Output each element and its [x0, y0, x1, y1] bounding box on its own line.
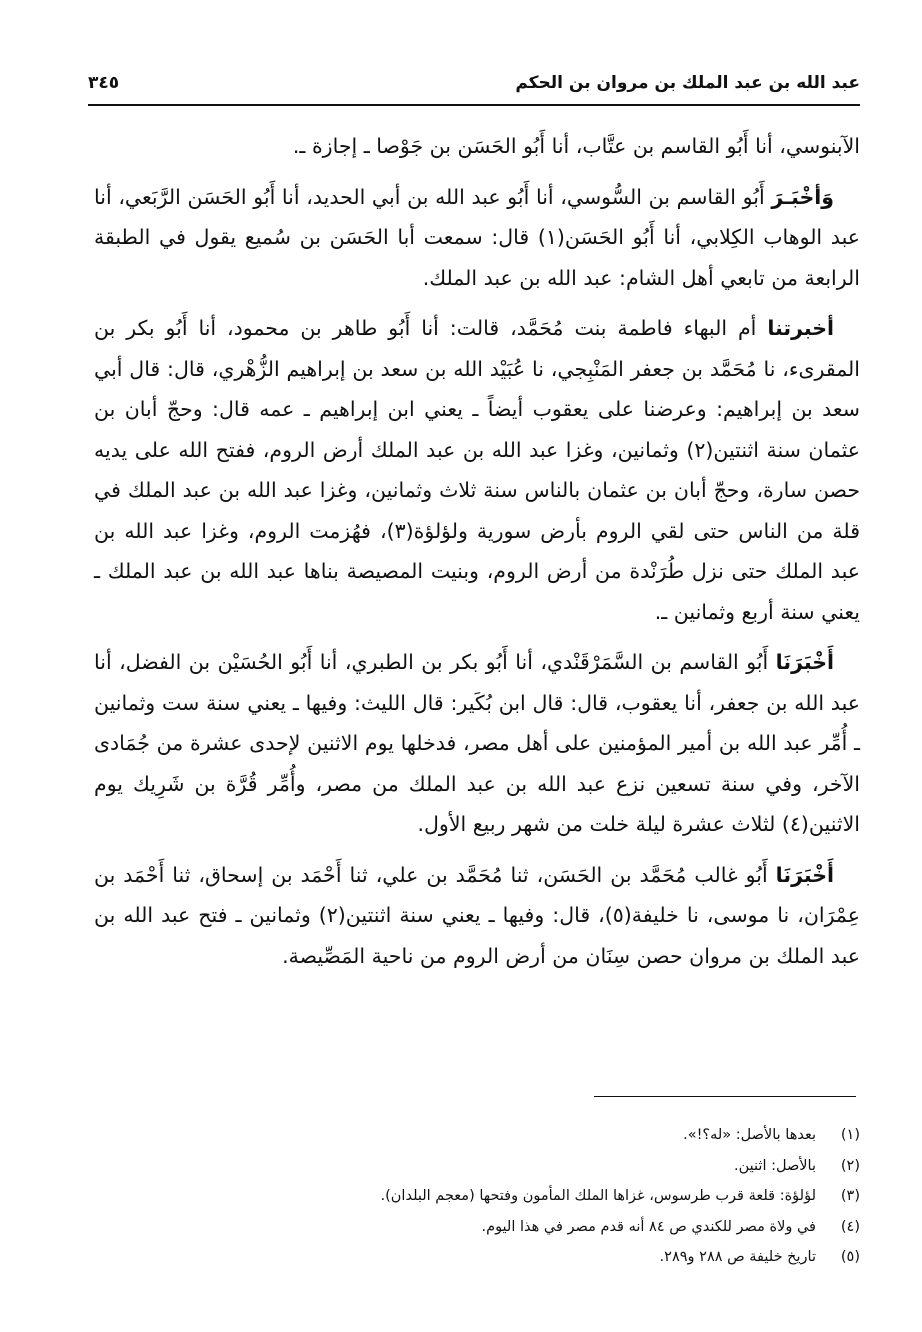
- footnote-text: بالأصل: اثنين.: [734, 1157, 816, 1174]
- footnote-number: (١): [840, 1127, 860, 1143]
- footnote-separator: [594, 1096, 856, 1097]
- footnote-number: (٢): [840, 1157, 860, 1174]
- paragraph-3: [94, 308, 860, 632]
- paragraph-1: [94, 126, 860, 167]
- paragraph-lead: أَخْبَرَنَا: [775, 862, 834, 887]
- footnote-5: [200, 1242, 860, 1273]
- main-text: [94, 126, 860, 986]
- paragraph-5: [94, 855, 860, 977]
- paragraph-text: أَبُو غالب مُحَمَّد بن الحَسَن، ثنا مُحَمَّد بن علي، ثنا أَحْمَد بن إسحاق، ثنا أَحْمَد بن عِمْرَان، نا موسى، نا خليفة(٥)، قال: وفيها ـ يعني سنة اثنتين(٢) وثمانين ـ فتح عبد الله بن عبد الملك بن مروان حصن سِنَان من أرض الروم من ناحية المَصِّيصة.: [94, 862, 861, 968]
- footnotes: [200, 1120, 860, 1273]
- footnote-text: بعدها بالأصل: «له؟!».: [683, 1127, 816, 1143]
- footnote-text: في ولاة مصر للكندي ص ٨٤ أنه قدم مصر في هذا اليوم.: [481, 1218, 816, 1235]
- footnote-1: [200, 1120, 860, 1151]
- paragraph-4: [94, 642, 860, 845]
- footnote-text: لؤلؤة: قلعة قرب طرسوس، غزاها الملك المأمون وفتحها (معجم البلدان).: [380, 1188, 816, 1204]
- running-title: عبد الله بن عبد الملك بن مروان بن الحكم: [515, 73, 860, 93]
- paragraph-lead: وَأخْبَـرَ: [771, 184, 834, 209]
- footnote-2: [200, 1151, 860, 1182]
- footnote-4: [200, 1212, 860, 1243]
- paragraph-lead: أَخْبَرَنَا: [775, 650, 834, 674]
- paragraph-lead: أخبرتنا: [767, 316, 834, 340]
- paragraph-text: أَبُو القاسم بن السَّمَرْقَنْدي، أنا أَبُو بكر بن الطبري، أنا أَبُو الحُسَيْن بن الفضل، أنا عبد الله بن جعفر، أنا يعقوب، قال: قال ابن بُكَير: قال الليث: وفيها ـ يعني سنة ست وثمانين ـ أُمِّر عبد الله بن أمير المؤمنين على أهل مصر، فدخلها يوم الاثنين لإحدى عشرة من جُمَادى الآخر، وفي سنة تسعين نزع عبد الله بن عبد الملك من مصر، وأُمِّر قُرَّة بن شَرِيك يوم الاثنين(٤) لثلاث عشرة ليلة خلت من شهر ربيع الأول.: [94, 650, 860, 836]
- footnote-number: (٣): [840, 1188, 860, 1204]
- running-header: [88, 66, 860, 100]
- paragraph-text: الآبنوسي، أنا أَبُو القاسم بن عتَّاب، أنا أَبُو الحَسَن بن جَوْصا ـ إجازة ـ.: [292, 134, 860, 158]
- footnote-3: [200, 1181, 860, 1212]
- paragraph-text: أَبُو القاسم بن السُّوسي، أنا أَبُو عبد الله بن أبي الحديد، أنا أَبُو الحَسَن الرَّبَعي، أنا عبد الوهاب الكِلابي، أنا أَبُو الحَسَن(١) قال: سمعت أبا الحَسَن بن سُميع يقول في الطبقة الرابعة من تابعي أهل الشام: عبد الله بن عبد الملك.: [94, 184, 860, 290]
- footnote-text: تاريخ خليفة ص ٢٨٨ و٢٨٩.: [659, 1249, 816, 1265]
- paragraph-2: [94, 177, 860, 299]
- paragraph-text: أم البهاء فاطمة بنت مُحَمَّد، قالت: أنا أَبُو طاهر بن محمود، أنا أَبُو بكر بن المقرىء، نا مُحَمَّد بن جعفر المَنْبِجي، نا عُبَيْد الله بن سعد بن إبراهيم الزُّهْري، قال: قال أبي سعد بن إبراهيم: وعرضنا على يعقوب أيضاً ـ يعني ابن إبراهيم ـ عمه قال: وحجّ أبان بن عثمان سنة اثنتين(٢) وثمانين، وغزا عبد الله بن عبد الملك أرض الروم، ففتح الله على يديه حصن سارة، وحجّ أبان بن عثمان بالناس سنة ثلاث وثمانين، وغزا عبد الله بن عبد الملك في قلة من الناس حتى لقي الروم بأرض سورية ولؤلؤة(٣)، فهُزمت الروم، وغزا عبد الله بن عبد الملك حتى نزل طُرَنْدة من أرض الروم، وبنيت المصيصة بناها عبد الله بن عبد الملك ـ يعني سنة أربع وثمانين ـ.: [94, 316, 860, 624]
- footnote-number: (٥): [840, 1249, 860, 1265]
- page-number: ٣٤٥: [88, 73, 120, 93]
- footnote-number: (٤): [840, 1218, 860, 1235]
- header-rule: [88, 104, 860, 106]
